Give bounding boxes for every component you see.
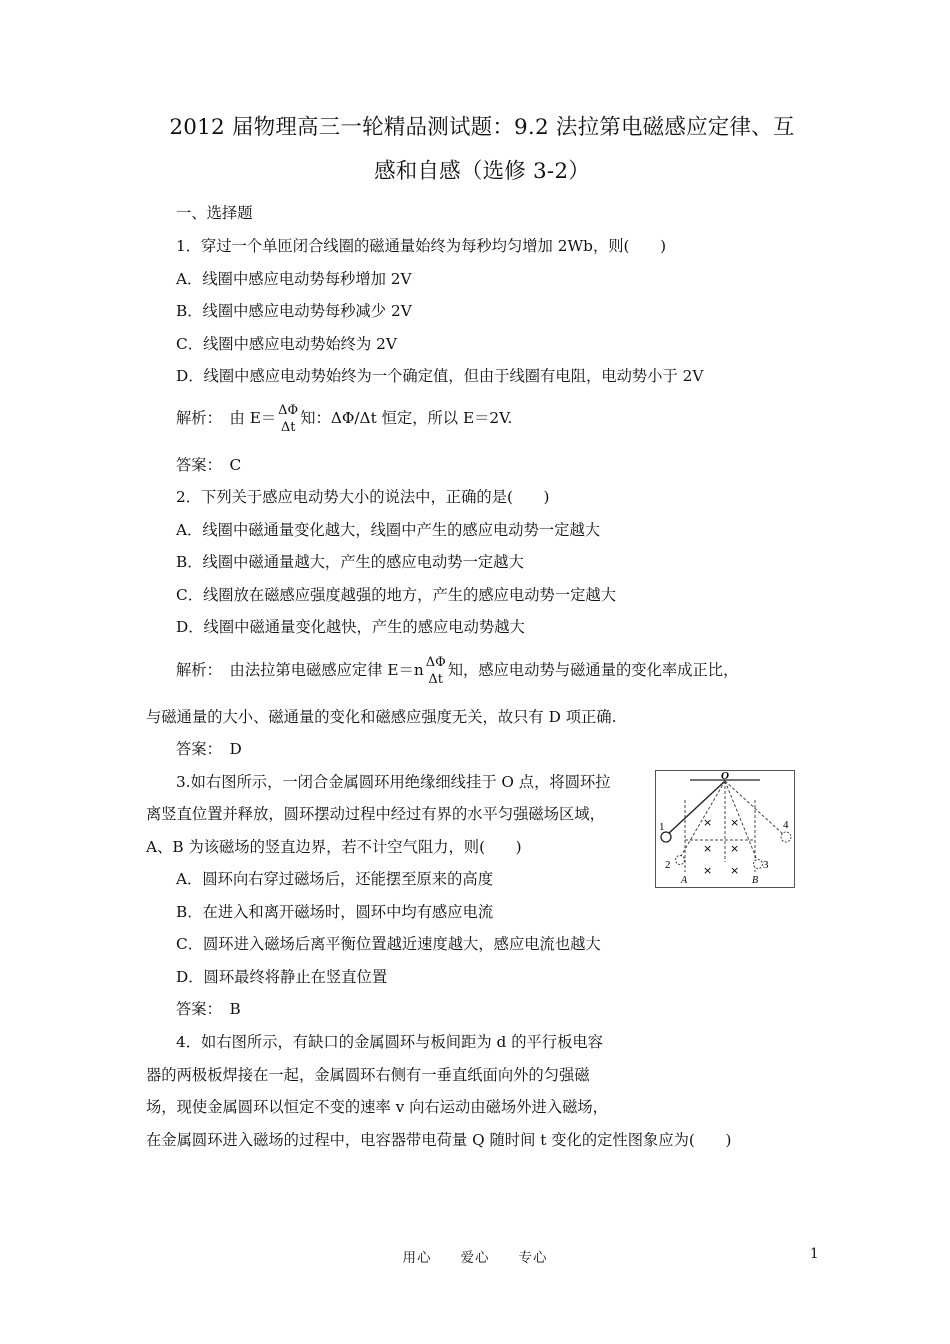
label-o: O [721,770,729,782]
field-cross: × [703,842,713,855]
title-line-2: 感和自感（选修 3-2） [374,159,590,184]
q4-line-3: 场，现使金属圆环以恒定不变的速率 v 向右运动由磁场外进入磁场， [146,1098,608,1116]
q3-option-c: C．圆环进入磁场后离平衡位置越近速度越大，感应电流也越大 [176,935,601,953]
q2-analysis-suffix: 知，感应电动势与磁通量的变化率成正比， [447,661,739,679]
q1-stem: 1．穿过一个单匝闭合线圈的磁通量始终为每秒均匀增加 2Wb，则( ) [176,237,667,255]
title-line-1: 2012 届物理高三一轮精品测试题：9.2 法拉第电磁感应定律、互 [169,115,795,140]
q4-line-1: 4．如右图所示，有缺口的金属圆环与板间距为 d 的平行板电容 [176,1033,603,1051]
label-3: 3 [763,859,769,871]
field-cross: × [730,842,740,855]
q2-option-b: B．线圈中磁通量越大，产生的感应电动势一定越大 [176,553,524,571]
q4-line-2: 器的两极板焊接在一起，金属圆环右侧有一垂直纸面向外的匀强磁 [146,1066,590,1084]
string-position-1 [668,781,725,834]
footer-text: 用心 爱心 专心 [402,1250,548,1266]
q3-stem-line-1: 3.如右图所示，一闭合金属圆环用绝缘细线挂于 O 点，将圆环拉 [176,773,611,791]
ring-position-1 [661,832,671,842]
q3-option-b: B．在进入和离开磁场时，圆环中均有感应电流 [176,903,494,921]
q2-option-d: D．线圈中磁通量变化越快，产生的感应电动势越大 [176,618,525,636]
q1-answer: 答案： C [176,456,242,474]
q3-option-d: D．圆环最终将静止在竖直位置 [176,968,388,986]
q1-option-d: D．线圈中感应电动势始终为一个确定值，但由于线圈有电阻，电动势小于 2V [176,367,704,385]
q2-fraction [426,654,446,688]
field-cross: × [730,816,740,829]
q2-frac-numerator: ΔΦ [425,655,446,670]
q2-stem: 2．下列关于感应电动势大小的说法中，正确的是( ) [176,488,550,506]
q2-analysis-continued: 与磁通量的大小、磁通量的变化和磁感应强度无关，故只有 D 项正确. [146,708,617,726]
q1-frac-denominator: Δt [280,420,296,435]
q3-option-a: A．圆环向右穿过磁场后，还能摆至原来的高度 [176,870,493,888]
q2-option-c: C．线圈放在磁感应强度越强的地方，产生的感应电动势一定越大 [176,586,617,604]
q2-answer: 答案： D [176,740,242,758]
q1-fraction [278,402,298,436]
field-cross: × [703,864,713,877]
q1-frac-numerator: ΔΦ [278,403,299,418]
page-number: 1 [810,1246,819,1262]
label-a: A [681,875,688,886]
q1-option-c: C．线圈中感应电动势始终为 2V [176,335,397,353]
label-4: 4 [783,819,789,831]
pendulum-magnetic-field-figure [655,770,795,888]
q4-line-4: 在金属圆环进入磁场的过程中，电容器带电荷量 Q 随时间 t 变化的定性图象应为( ) [146,1131,732,1149]
q1-analysis [176,398,512,438]
q2-option-a: A．线圈中磁通量变化越大，线圈中产生的感应电动势一定越大 [176,521,601,539]
label-1: 1 [659,821,665,833]
q1-analysis-prefix: 解析： 由 E＝ [176,409,277,427]
q2-frac-denominator: Δt [428,672,444,687]
q3-stem-line-3: A、B 为该磁场的竖直边界，若不计空气阻力，则( ) [146,838,522,856]
ring-position-2 [676,856,685,865]
q1-option-b: B．线圈中感应电动势每秒减少 2V [176,302,412,320]
q2-analysis [176,650,738,690]
field-cross: × [730,864,740,877]
q1-option-a: A．线圈中感应电动势每秒增加 2V [176,270,412,288]
section-heading: 一、选择题 [176,204,253,222]
q1-analysis-suffix: 知：ΔΦ/Δt 恒定，所以 E＝2V. [300,409,513,427]
q3-stem-line-2: 离竖直位置并释放，圆环摆动过程中经过有界的水平匀强磁场区域， [146,805,605,823]
field-cross: × [703,816,713,829]
q3-answer: 答案： B [176,1000,241,1018]
q2-analysis-prefix: 解析： 由法拉第电磁感应定律 E＝n [176,661,424,679]
ring-position-4 [781,832,791,842]
ring-position-3 [754,860,763,869]
label-2: 2 [665,859,671,871]
label-b: B [752,875,759,886]
